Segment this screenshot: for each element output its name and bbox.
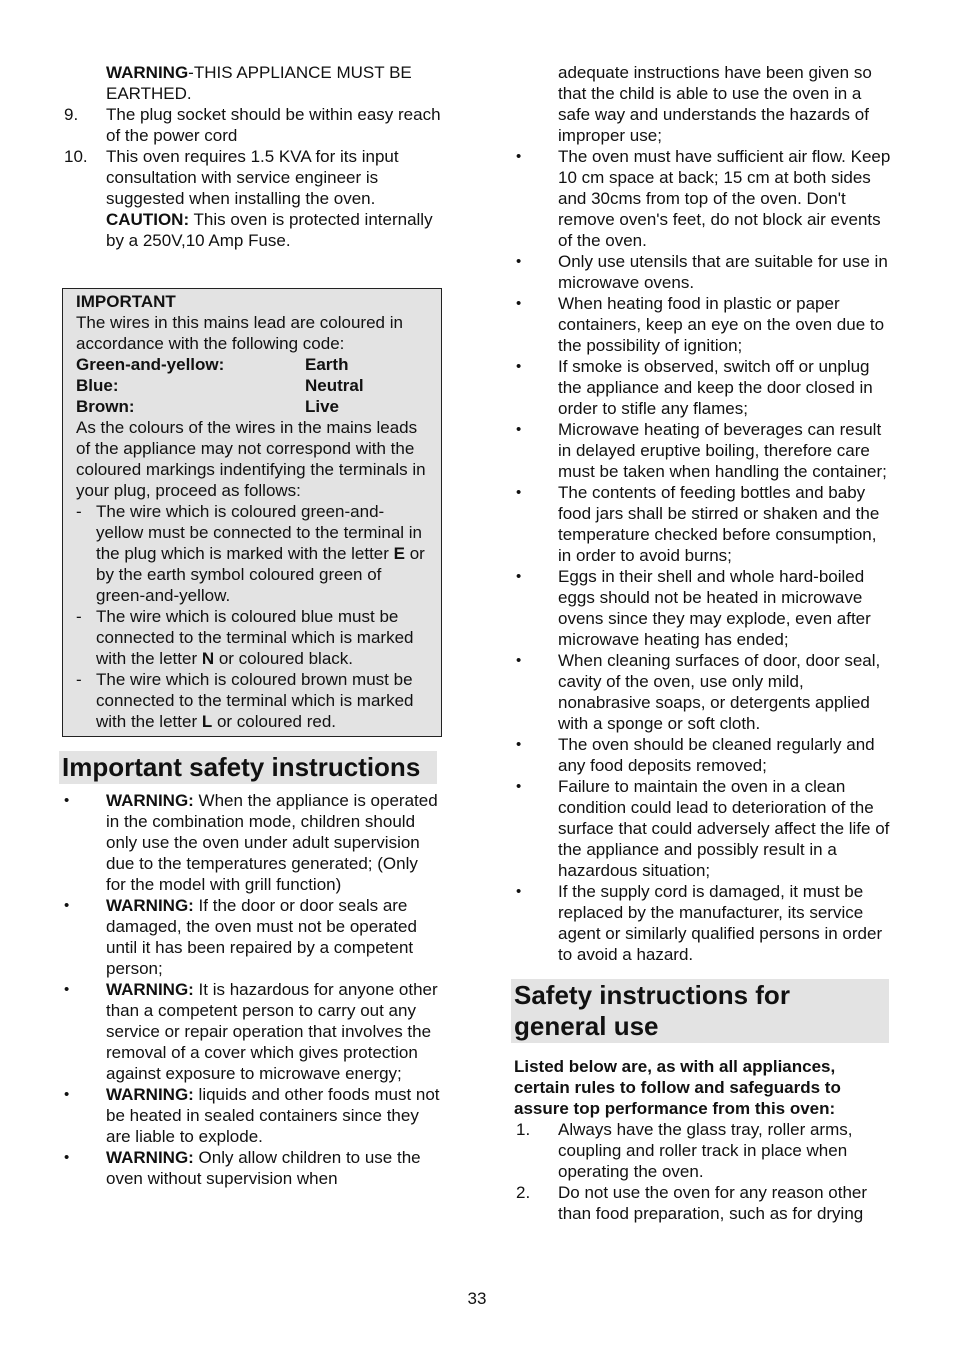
caution-label: CAUTION: xyxy=(106,210,190,229)
list-item xyxy=(514,734,894,776)
list-item-2 xyxy=(514,1182,894,1224)
section-intro: Listed below are, as with all appliances, certain rules to follow and safeguards to assure top performance from this oven: xyxy=(514,1057,841,1118)
list-item-1 xyxy=(514,1119,894,1182)
warning-label: WARNING: xyxy=(106,980,194,999)
dash-text: or by the earth symbol coloured green of green-and-yellow. xyxy=(96,544,425,605)
dash-text: The wire which is coloured blue must be connected to the terminal which is marked with the letter xyxy=(96,607,414,668)
list-number: 2. xyxy=(516,1183,531,1202)
list-text: Always have the glass tray, roller arms, coupling and roller track in place when operating the oven. xyxy=(558,1120,853,1181)
earthed-warning xyxy=(62,62,442,104)
dash-text: The wire which is coloured brown must be connected to the terminal which is marked with the letter xyxy=(96,670,414,731)
list-item xyxy=(514,566,894,650)
important-box xyxy=(62,288,442,737)
list-item xyxy=(514,482,894,566)
list-item xyxy=(514,251,894,293)
list-text: If the supply cord is damaged, it must be replaced by the manufacturer, its service agent or similarly qualified persons in order to avoid a hazard. xyxy=(558,882,883,964)
list-text: Only use utensils that are suitable for use in microwave ovens. xyxy=(558,252,888,292)
list-item xyxy=(514,881,894,965)
list-text: The plug socket should be within easy reach of the power cord xyxy=(106,105,441,145)
bullet: • xyxy=(516,883,522,900)
terminal-letter: L xyxy=(201,712,213,731)
list-item xyxy=(514,146,894,251)
list-text: Eggs in their shell and whole hard-boiled eggs should not be heated in microwave ovens since they may explode, even after microwave heating has ended; xyxy=(558,567,871,649)
code-row-earth xyxy=(76,354,429,375)
code-value: Live xyxy=(305,397,340,416)
list-text: Do not use the oven for any reason other than food preparation, such as for drying xyxy=(558,1183,868,1223)
list-item xyxy=(514,650,894,734)
warning-text: It is hazardous for anyone other than a competent person to carry out any service or repair operation that involves the removal of a cover which gives protection against exposure to microwave energy; xyxy=(106,980,438,1083)
right-column xyxy=(514,62,894,1224)
bullet: • xyxy=(516,295,522,312)
list-text: The oven should be cleaned regularly and any food deposits removed; xyxy=(558,735,875,775)
list-text: When cleaning surfaces of door, door seal, cavity of the oven, use only mild, nonabrasive soaps, or detergents applied with a sponge or soft cloth. xyxy=(558,651,881,733)
important-title: IMPORTANT xyxy=(76,292,176,311)
list-item xyxy=(62,979,442,1084)
code-key: Blue: xyxy=(76,376,119,395)
warning-label: WARNING: xyxy=(106,791,194,810)
list-item xyxy=(514,356,894,419)
warning-text: -THIS APPLIANCE MUST BE EARTHED. xyxy=(106,63,412,103)
list-text: adequate instructions have been given so that the child is able to use the oven in a safe way and understands the hazards of improper use; xyxy=(558,63,872,145)
bullet: • xyxy=(64,792,70,809)
bullet: • xyxy=(516,736,522,753)
left-column xyxy=(62,62,442,1189)
bullet: • xyxy=(516,253,522,270)
safety-bullet-list xyxy=(514,146,894,965)
code-value: Neutral xyxy=(305,376,364,395)
list-item-9 xyxy=(62,104,442,146)
bullet: • xyxy=(516,652,522,669)
list-number: 1. xyxy=(516,1120,531,1139)
dash-symbol: - xyxy=(76,670,82,689)
caution-text: This oven is protected internally by a 250V,10 Amp Fuse. xyxy=(106,210,433,250)
bullet: • xyxy=(64,1149,70,1166)
list-item xyxy=(514,419,894,482)
warning-text: liquids and other foods must not be heated in sealed containers since they are liable to explode. xyxy=(106,1085,440,1146)
terminal-letter: N xyxy=(201,649,215,668)
list-text: Failure to maintain the oven in a clean condition could lead to deterioration of the surface that could adversely affect the life of the appliance and possibly result in a hazardous situation; xyxy=(558,777,890,880)
warning-label: WARNING: xyxy=(106,1148,194,1167)
bullet: • xyxy=(64,1086,70,1103)
dash-symbol: - xyxy=(76,607,82,626)
list-item xyxy=(514,776,894,881)
warning-label: WARNING: xyxy=(106,1085,194,1104)
dash-text: or coloured black. xyxy=(214,649,354,668)
list-number: 9. xyxy=(64,105,79,124)
code-row-live xyxy=(76,396,429,417)
list-text: When heating food in plastic or paper containers, keep an eye on the oven due to the possibility of ignition; xyxy=(558,294,885,355)
bullet: • xyxy=(516,358,522,375)
section-heading: Safety instructions for general use xyxy=(511,979,889,1043)
dash-item-neutral xyxy=(76,606,429,669)
bullet: • xyxy=(516,148,522,165)
terminal-letter: E xyxy=(393,544,405,563)
bullet: • xyxy=(64,981,70,998)
code-key: Brown: xyxy=(76,397,135,416)
code-row-neutral xyxy=(76,375,429,396)
list-item-10 xyxy=(62,146,442,251)
bullet: • xyxy=(516,421,522,438)
warning-label: WARNING xyxy=(106,63,189,82)
warning-text: When the appliance is operated in the combination mode, children should only use the oven under adult supervision due to the temperatures generated; (Only for the model with grill function) xyxy=(106,791,438,894)
list-text: The oven must have sufficient air flow. Keep 10 cm space at back; 15 cm at both sides and 30cms from top of the oven. Don't remove oven's feet, do not block air events of the oven. xyxy=(558,147,891,250)
warning-text: If the door or door seals are damaged, the oven must not be operated until it has been repaired by a competent person; xyxy=(106,896,417,978)
code-key: Green-and-yellow: xyxy=(76,355,225,374)
list-number: 10. xyxy=(64,147,88,166)
dash-symbol: - xyxy=(76,502,82,521)
continuation-text xyxy=(514,62,894,146)
section-heading: Important safety instructions xyxy=(59,751,437,784)
dash-item-earth xyxy=(76,501,429,606)
list-text: Microwave heating of beverages can result in delayed eruptive boiling, therefore care must be taken when handling the container; xyxy=(558,420,887,481)
list-item xyxy=(62,1084,442,1147)
bullet: • xyxy=(516,778,522,795)
list-text: If smoke is observed, switch off or unplug the appliance and keep the door closed in order to stifle any flames; xyxy=(558,357,873,418)
important-paragraph: As the colours of the wires in the mains leads of the appliance may not correspond with the coloured markings indentifying the terminals in your plug, proceed as follows: xyxy=(76,418,426,500)
warning-list xyxy=(62,790,442,1189)
dash-text: The wire which is coloured green-and-yellow must be connected to the terminal in the plug which is marked with the letter xyxy=(96,502,423,563)
list-item xyxy=(62,895,442,979)
warning-label: WARNING: xyxy=(106,896,194,915)
list-text: This oven requires 1.5 KVA for its input consultation with service engineer is suggested when installing the oven. xyxy=(106,147,399,208)
dash-text: or coloured red. xyxy=(212,712,337,731)
bullet: • xyxy=(516,484,522,501)
code-value: Earth xyxy=(305,355,349,374)
warning-text: Only allow children to use the oven without supervision when xyxy=(106,1148,421,1188)
list-text: The contents of feeding bottles and baby food jars shall be stirred or shaken and the temperature checked before consumption, in order to avoid burns; xyxy=(558,483,880,565)
list-item xyxy=(514,293,894,356)
bullet: • xyxy=(516,568,522,585)
dash-item-live xyxy=(76,669,429,732)
list-item xyxy=(62,790,442,895)
page-number: 33 xyxy=(467,1289,487,1308)
bullet: • xyxy=(64,897,70,914)
list-item xyxy=(62,1147,442,1189)
important-intro: The wires in this mains lead are coloured in accordance with the following code: xyxy=(76,313,403,353)
